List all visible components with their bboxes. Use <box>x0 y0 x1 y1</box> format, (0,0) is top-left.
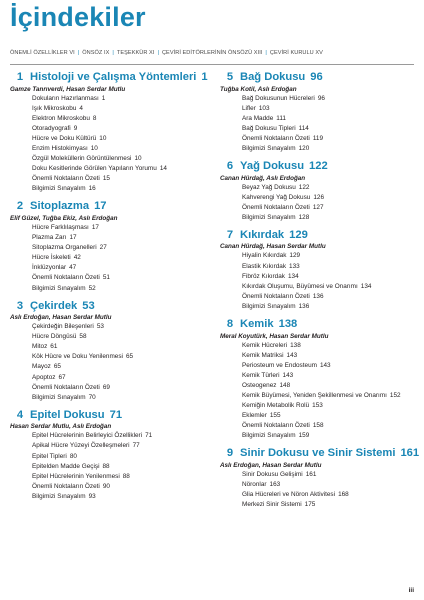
toc-entry[interactable] <box>32 114 210 124</box>
entry-page: 52 <box>88 284 96 292</box>
entry-label: Bilgimizi Sınayalım <box>32 284 86 292</box>
entry-list <box>220 470 420 510</box>
chapter-number: 5 <box>226 71 234 83</box>
entry-page: 15 <box>102 175 110 183</box>
entry-label: Elektron Mikroskobu <box>32 114 90 122</box>
entry-page: 120 <box>298 144 310 152</box>
entry-page: 27 <box>99 244 107 252</box>
entry-label: Önemli Noktaların Özeti <box>242 203 310 211</box>
chapter-title: Kemik <box>240 318 274 330</box>
chapter-title: Epitel Dokusu <box>30 408 105 421</box>
toc-entry[interactable] <box>242 203 420 213</box>
entry-label: Dokuların Hazırlanması <box>32 94 99 102</box>
entry-label: Önemli Noktaların Özeti <box>32 175 100 183</box>
entry-page: 70 <box>88 393 96 401</box>
entry-label: Mitoz <box>32 343 48 351</box>
entry-page: 134 <box>360 282 372 290</box>
entry-label: Epitelden Madde Geçişi <box>32 462 100 470</box>
entry-label: Plazma Zarı <box>32 234 67 242</box>
entry-page: 8 <box>92 114 97 122</box>
chapter-2 <box>10 201 210 293</box>
chapter-number: 8 <box>226 318 234 330</box>
front-matter-item[interactable]: ÖNSÖZ IX <box>82 50 110 56</box>
entry-label: Epitel Tipleri <box>32 452 67 460</box>
toc-entry[interactable] <box>32 164 210 174</box>
toc-entry[interactable] <box>242 391 420 401</box>
chapter-number: 4 <box>16 408 24 421</box>
toc-entry[interactable] <box>32 243 210 253</box>
chapter-4 <box>10 410 210 502</box>
front-matter-line <box>10 50 420 56</box>
entry-list <box>10 431 210 502</box>
entry-label: Kemiğin Metabolik Rolü <box>242 402 310 410</box>
entry-page: 88 <box>102 462 110 470</box>
toc-entry[interactable] <box>242 341 420 351</box>
entry-page: 143 <box>282 371 294 379</box>
chapter-5 <box>220 72 420 154</box>
chapter-6 <box>220 161 420 223</box>
chapter-number: 9 <box>226 447 234 460</box>
entry-page: 143 <box>319 361 331 369</box>
entry-page: 90 <box>102 482 110 490</box>
toc-entry[interactable] <box>242 193 420 203</box>
entry-label: Hiyalin Kıkırdak <box>242 252 287 260</box>
entry-page: 65 <box>125 353 134 361</box>
chapter-page: 17 <box>94 200 107 213</box>
toc-entry[interactable] <box>32 284 210 294</box>
toc-entry[interactable] <box>242 361 420 371</box>
entry-page: 16 <box>88 185 96 193</box>
entry-label: Önemli Noktaların Özeti <box>242 134 310 142</box>
chapter-8 <box>220 319 420 441</box>
toc-entry[interactable] <box>242 371 420 381</box>
entry-page: 133 <box>289 262 300 270</box>
toc-entry[interactable] <box>32 342 210 352</box>
toc-entry[interactable] <box>32 184 210 194</box>
entry-list <box>220 251 420 312</box>
toc-entry[interactable] <box>32 472 210 482</box>
toc-entry[interactable] <box>32 482 210 492</box>
entry-label: Fibröz Kıkırdak <box>242 272 285 280</box>
chapter-heading[interactable] <box>220 448 420 460</box>
chapter-page: 138 <box>278 318 298 330</box>
entry-page: 88 <box>122 472 130 480</box>
page-number: iii <box>408 587 414 594</box>
chapter-title-wrap <box>30 72 210 84</box>
entry-page: 77 <box>132 442 140 450</box>
chapter-page: 129 <box>289 228 308 241</box>
chapter-page: 53 <box>82 299 95 312</box>
entry-label: Ara Madde <box>242 114 274 122</box>
entry-page: 159 <box>298 432 310 440</box>
chapter-title-wrap <box>240 161 420 173</box>
front-matter-item[interactable]: TEŞEKKÜR XI <box>116 50 155 56</box>
chapter-authors: Tuğba Kotil, Aslı Erdoğan <box>220 85 297 93</box>
chapter-heading[interactable] <box>220 230 420 242</box>
toc-right-column <box>220 72 420 517</box>
toc-entry[interactable] <box>32 362 210 372</box>
entry-page: 67 <box>58 373 66 381</box>
entry-label: Hücre Farklılaşması <box>32 223 89 231</box>
entry-page: 17 <box>91 223 99 231</box>
entry-label: Sitoplazma Organelleri <box>32 244 97 252</box>
entry-page: 14 <box>159 165 167 173</box>
entry-page: 93 <box>88 492 96 500</box>
chapter-3 <box>10 301 210 403</box>
chapter-title-wrap <box>30 201 210 213</box>
chapter-number: 2 <box>16 200 24 213</box>
entry-page: 96 <box>317 94 325 102</box>
entry-label: Osteogenez <box>242 381 277 389</box>
toc-entry[interactable] <box>242 470 420 480</box>
toc-entry[interactable] <box>242 114 420 124</box>
entry-page: 134 <box>287 272 299 280</box>
divider <box>10 64 414 65</box>
toc-entry[interactable] <box>32 462 210 472</box>
entry-page: 10 <box>134 155 142 163</box>
toc-entry[interactable] <box>242 272 420 282</box>
toc-entry[interactable] <box>242 124 420 134</box>
entry-list <box>220 183 420 223</box>
toc-entry[interactable] <box>32 332 210 342</box>
entry-label: Hücre İskeleti <box>32 254 71 262</box>
entry-label: Kahverengi Yağ Dokusu <box>242 193 311 201</box>
entry-label: Hücre Döngüsü <box>32 333 77 341</box>
entry-page: 175 <box>304 501 316 509</box>
entry-label: Periosteum ve Endosteum <box>242 361 317 369</box>
entry-label: Bağ Dokusu Tipleri <box>242 124 296 132</box>
chapter-authors: Canan Hürdağ, Aslı Erdoğan <box>220 174 306 182</box>
toc-entry[interactable] <box>242 490 420 500</box>
toc-entry[interactable] <box>32 233 210 243</box>
entry-label: Bilgimizi Sınayalım <box>32 185 86 193</box>
chapter-authors: Hasan Serdar Mutlu, Aslı Erdoğan <box>10 423 112 431</box>
toc-entry[interactable] <box>242 213 420 223</box>
chapter-title-wrap <box>30 301 210 313</box>
entry-page: 129 <box>289 252 301 260</box>
chapter-page: 71 <box>109 408 123 421</box>
entry-label: Bağ Dokusunun Hücreleri <box>242 94 315 102</box>
entry-label: Bilgimizi Sınayalım <box>242 144 296 152</box>
chapter-title-wrap <box>240 319 420 331</box>
entry-label: Önemli Noktaların Özeti <box>32 482 100 490</box>
chapter-title: Bağ Dokusu <box>240 71 306 83</box>
entry-label: Kemik Matriksi <box>242 351 284 359</box>
entry-page: 103 <box>258 104 270 112</box>
toc-entry[interactable] <box>32 492 210 502</box>
toc-entry[interactable] <box>242 282 420 292</box>
toc-entry[interactable] <box>32 273 210 283</box>
entry-label: Önemli Noktaların Özeti <box>242 292 310 300</box>
front-matter-separator: | <box>77 50 80 56</box>
page-title: İçindekiler <box>10 2 146 32</box>
entry-page: 138 <box>290 341 301 349</box>
entry-page: 47 <box>69 264 77 272</box>
toc-entry[interactable] <box>32 134 210 144</box>
entry-label: Hücre ve Doku Kültürü <box>32 134 97 142</box>
entry-label: Mayoz <box>32 363 51 371</box>
chapter-authors: Aslı Erdoğan, Hasan Serdar Mutlu <box>10 314 112 322</box>
entry-label: Nöronlar <box>242 481 267 489</box>
chapter-title: Sinir Dokusu ve Sinir Sistemi <box>240 447 396 460</box>
entry-page: 128 <box>298 213 310 221</box>
toc-entry[interactable] <box>242 144 420 154</box>
entry-label: Apikal Hücre Yüzeyi Özelleşmeleri <box>32 442 130 450</box>
chapter-heading[interactable] <box>10 301 210 313</box>
entry-label: Epitel Hücrelerinin Yenilenmesi <box>32 472 120 480</box>
entry-page: 168 <box>338 491 349 499</box>
chapter-number: 3 <box>16 299 24 312</box>
entry-page: 42 <box>73 254 81 262</box>
entry-page: 51 <box>102 274 110 282</box>
chapter-authors: Aslı Erdoğan, Hasan Serdar Mutlu <box>220 461 322 469</box>
chapter-title: Sitoplazma <box>30 200 90 213</box>
entry-page: 161 <box>305 470 317 478</box>
entry-label: Glia Hücreleri ve Nöron Aktivitesi <box>242 491 336 499</box>
entry-label: Bilgimizi Sınayalım <box>242 213 296 221</box>
toc-entry[interactable] <box>32 352 210 362</box>
toc-left-column <box>10 72 210 509</box>
toc-entry[interactable] <box>32 174 210 184</box>
entry-page: 111 <box>276 114 286 122</box>
entry-label: İnklüzyonlar <box>32 264 67 272</box>
chapter-page: 1 <box>201 71 208 83</box>
entry-label: Bilgimizi Sınayalım <box>242 432 296 440</box>
entry-page: 10 <box>90 144 98 152</box>
chapter-title-wrap <box>240 448 420 460</box>
entry-page: 148 <box>279 381 291 389</box>
toc-entry[interactable] <box>32 431 210 441</box>
chapter-page: 96 <box>310 71 323 83</box>
entry-label: Işık Mikroskobu <box>32 104 77 112</box>
chapter-number: 6 <box>226 160 234 173</box>
toc-entry[interactable] <box>32 104 210 114</box>
toc-entry[interactable] <box>242 381 420 391</box>
toc-entry[interactable] <box>32 452 210 462</box>
entry-page: 136 <box>298 302 310 310</box>
front-matter-item[interactable]: ÇEVİRİ KURULU XV <box>269 50 323 56</box>
toc-entry[interactable] <box>242 411 420 421</box>
entry-list <box>10 322 210 403</box>
chapter-title: Kıkırdak <box>240 228 285 241</box>
entry-page: 69 <box>102 383 110 391</box>
chapter-authors: Canan Hürdağ, Hasan Serdar Mutlu <box>220 243 326 251</box>
chapter-number: 1 <box>16 71 24 83</box>
entry-page: 53 <box>96 323 104 331</box>
entry-page: 9 <box>73 124 78 132</box>
entry-page: 71 <box>145 432 153 440</box>
toc-entry[interactable] <box>242 134 420 144</box>
entry-list <box>10 223 210 294</box>
entry-label: Kemik Büyümesi, Yeniden Şekillenmesi ve Onarımı <box>242 391 387 399</box>
chapter-title: Histoloji ve Çalışma Yöntemleri <box>30 71 197 83</box>
entry-label: Kök Hücre ve Doku Yenilenmesi <box>32 353 123 361</box>
entry-page: 126 <box>313 193 325 201</box>
entry-page: 61 <box>50 343 58 351</box>
toc-entry[interactable] <box>32 154 210 164</box>
toc-entry[interactable] <box>32 124 210 134</box>
toc-entry[interactable] <box>242 500 420 510</box>
toc-entry[interactable] <box>32 263 210 273</box>
chapter-heading[interactable] <box>220 72 420 84</box>
entry-label: Önemli Noktaların Özeti <box>32 383 100 391</box>
chapter-9 <box>220 448 420 510</box>
toc-entry[interactable] <box>242 351 420 361</box>
chapter-heading[interactable] <box>10 410 210 422</box>
chapter-authors: Meral Koyutürk, Hasan Serdar Mutlu <box>220 332 329 340</box>
entry-page: 127 <box>312 203 324 211</box>
entry-label: Sinir Dokusu Gelişimi <box>242 470 303 478</box>
chapter-title: Çekirdek <box>30 299 78 312</box>
entry-label: Beyaz Yağ Dokusu <box>242 183 296 191</box>
chapter-title: Yağ Dokusu <box>240 160 305 173</box>
entry-page: 80 <box>69 452 77 460</box>
chapter-title-wrap <box>30 410 210 422</box>
front-matter-separator: | <box>157 50 159 56</box>
entry-label: Elastik Kıkırdak <box>242 262 287 270</box>
toc-entry[interactable] <box>242 94 420 104</box>
entry-page: 153 <box>312 402 323 410</box>
entry-label: Lifler <box>242 104 256 112</box>
toc-entry[interactable] <box>32 94 210 104</box>
entry-label: Eklemler <box>242 412 267 420</box>
entry-page: 119 <box>312 134 324 142</box>
front-matter-item[interactable]: ÇEVİRİ EDİTÖRLERİNİN ÖNSÖZÜ XIII <box>161 50 263 56</box>
entry-page: 114 <box>298 124 309 132</box>
chapter-1 <box>10 72 210 194</box>
toc-entry[interactable] <box>242 262 420 272</box>
toc-entry[interactable] <box>242 302 420 312</box>
chapter-number: 7 <box>226 228 234 241</box>
entry-list <box>10 94 210 195</box>
entry-label: Bilgimizi Sınayalım <box>32 393 86 401</box>
chapter-heading[interactable] <box>220 319 420 331</box>
entry-label: Doku Kesitlerinde Görülen Yapıların Yorumu <box>32 165 157 173</box>
toc-entry[interactable] <box>32 393 210 403</box>
entry-label: Merkezi Sinir Sistemi <box>242 501 302 509</box>
chapter-heading[interactable] <box>10 72 210 84</box>
entry-page: 158 <box>312 422 324 430</box>
front-matter-separator: | <box>265 50 267 56</box>
toc-entry[interactable] <box>32 144 210 154</box>
entry-page: 122 <box>298 183 310 191</box>
toc-entry[interactable] <box>32 441 210 451</box>
entry-list <box>220 341 420 442</box>
entry-label: Apoptoz <box>32 373 56 381</box>
toc-entry[interactable] <box>242 431 420 441</box>
entry-list <box>220 94 420 155</box>
entry-page: 58 <box>79 333 87 341</box>
chapter-heading[interactable] <box>10 201 210 213</box>
entry-page: 4 <box>79 104 83 112</box>
toc-entry[interactable] <box>32 223 210 233</box>
entry-page: 155 <box>269 412 281 420</box>
toc-entry[interactable] <box>32 383 210 393</box>
front-matter-item[interactable]: ÖNEMLİ ÖZELLİKLER VI <box>10 50 75 56</box>
chapter-page: 122 <box>309 160 328 173</box>
chapter-authors: Elif Güzel, Tuğba Ekiz, Aslı Erdoğan <box>10 214 118 222</box>
entry-page: 152 <box>389 391 401 399</box>
entry-label: Kıkırdak Oluşumu, Büyümesi ve Onarımı <box>242 282 358 290</box>
entry-page: 65 <box>53 363 61 371</box>
chapter-page: 161 <box>400 447 420 460</box>
toc-entry[interactable] <box>242 401 420 411</box>
entry-page: 163 <box>269 481 281 489</box>
toc-entry[interactable] <box>242 251 420 261</box>
toc-entry[interactable] <box>32 373 210 383</box>
entry-label: Çekirdeğin Bileşenleri <box>32 323 94 331</box>
entry-label: Otoradyografi <box>32 124 71 132</box>
entry-label: Önemli Noktaların Özeti <box>242 422 310 430</box>
entry-page: 1 <box>101 94 106 102</box>
toc-entry[interactable] <box>242 104 420 114</box>
toc-entry[interactable] <box>32 253 210 263</box>
front-matter-separator: | <box>112 50 114 56</box>
toc-entry[interactable] <box>242 480 420 490</box>
entry-label: Enzim Histokimyası <box>32 144 88 152</box>
entry-label: Epitel Hücrelerinin Belirleyici Özellikleri <box>32 432 143 440</box>
chapter-authors: Gamze Tanrıverdi, Hasan Serdar Mutlu <box>10 85 126 93</box>
chapter-7 <box>220 230 420 312</box>
entry-page: 10 <box>99 134 107 142</box>
entry-page: 136 <box>312 292 324 300</box>
entry-label: Bilgimizi Sınayalım <box>32 492 86 500</box>
chapter-heading[interactable] <box>220 161 420 173</box>
entry-label: Özgül Moleküllerin Görüntülenmesi <box>32 155 132 163</box>
entry-page: 17 <box>69 234 77 242</box>
entry-label: Kemik Hücreleri <box>242 341 288 349</box>
chapter-title-wrap <box>240 72 420 84</box>
entry-label: Bilgimizi Sınayalım <box>242 302 296 310</box>
entry-label: Kemik Türleri <box>242 371 280 379</box>
toc-entry[interactable] <box>32 322 210 332</box>
entry-page: 143 <box>286 351 298 359</box>
toc-entry[interactable] <box>242 421 420 431</box>
toc-entry[interactable] <box>242 292 420 302</box>
chapter-title-wrap <box>240 230 420 242</box>
entry-label: Önemli Noktaların Özeti <box>32 274 100 282</box>
toc-entry[interactable] <box>242 183 420 193</box>
